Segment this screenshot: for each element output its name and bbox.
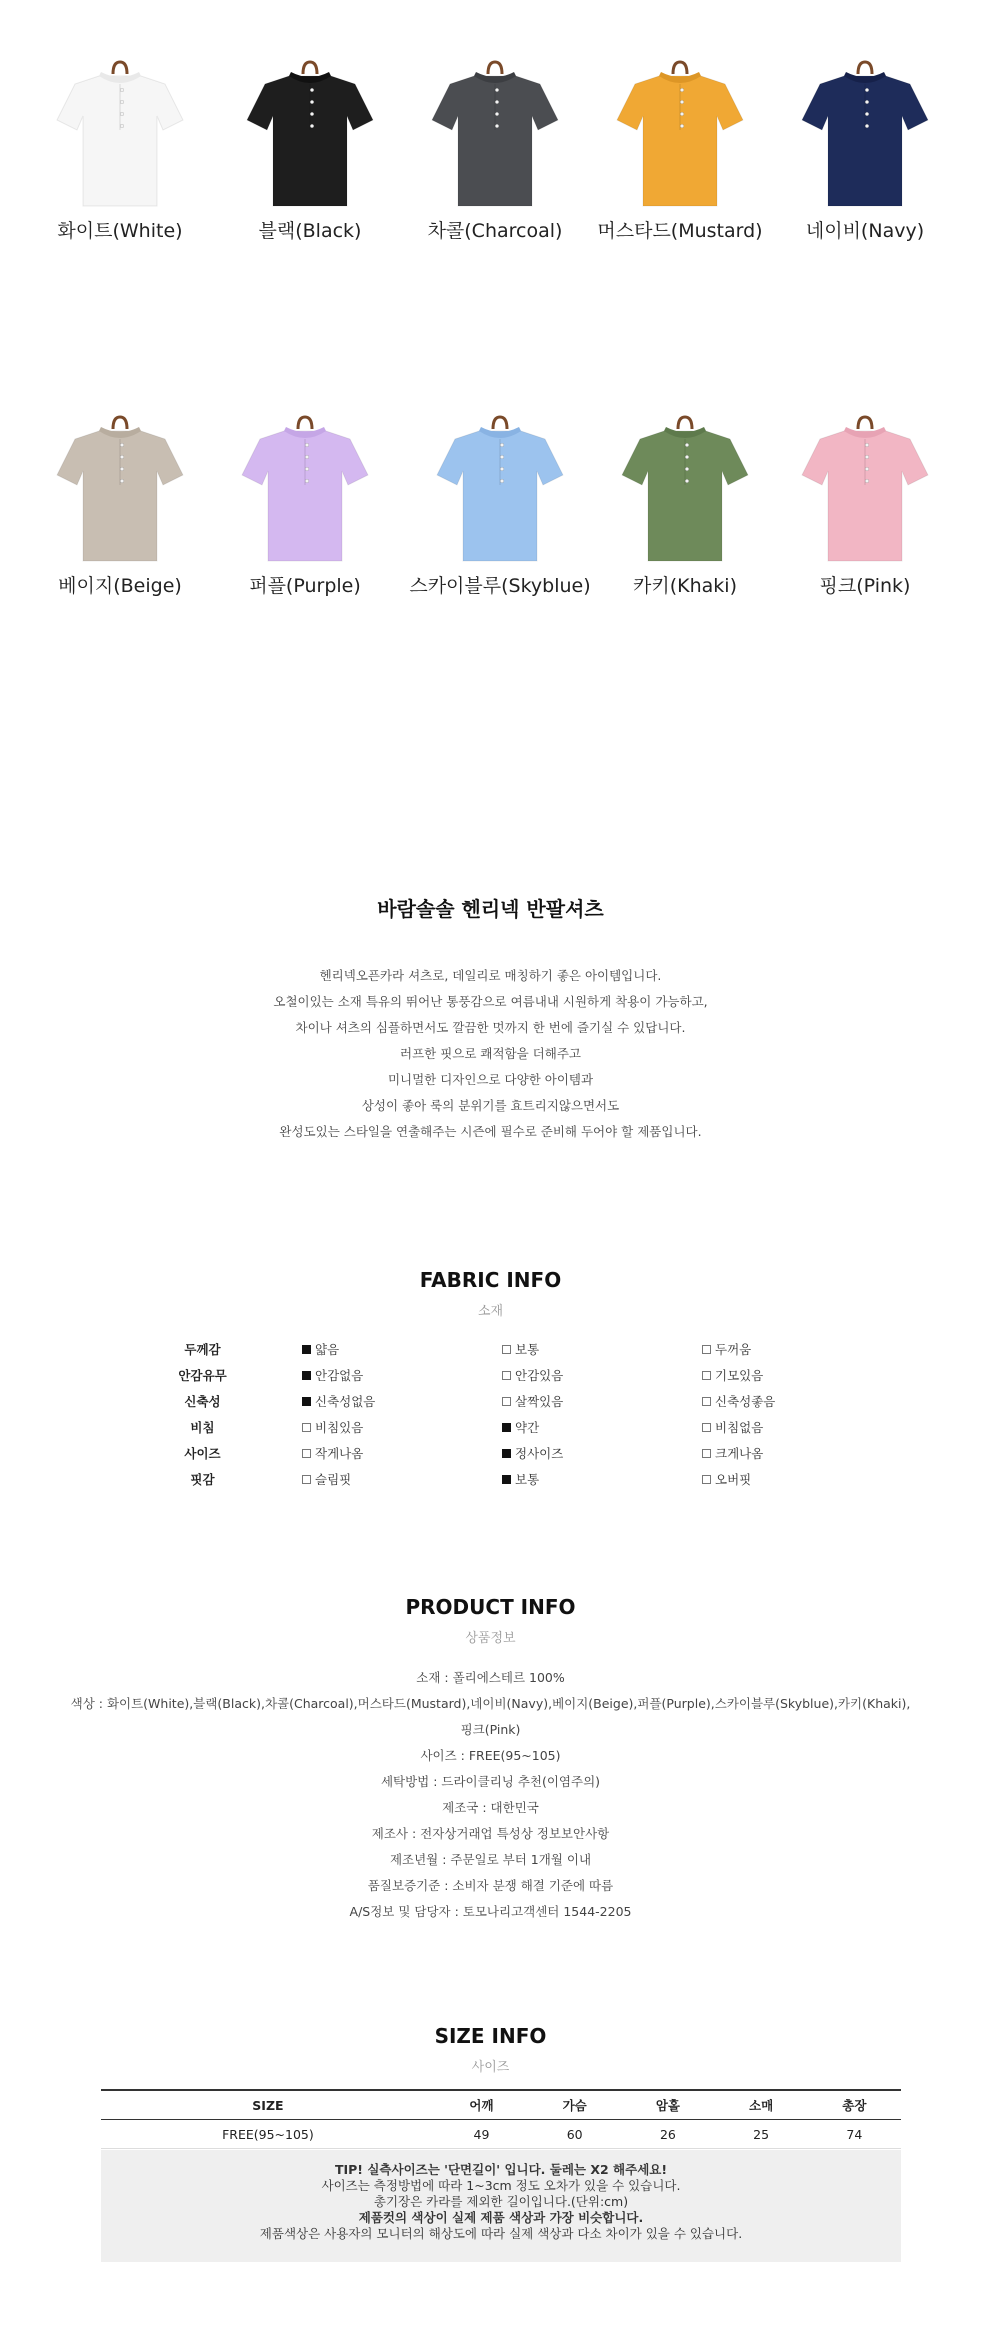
- color-option-label: 머스타드(Mustard): [597, 220, 763, 242]
- shirt-button: [500, 455, 504, 459]
- product-info-list: [60, 1665, 921, 1925]
- size-table-header-row: [101, 2090, 901, 2120]
- fabric-option: [502, 1340, 539, 1358]
- fabric-row: [150, 1392, 830, 1418]
- fabric-option-label: 슬림핏: [315, 1472, 352, 1487]
- shirt-button: [685, 443, 689, 447]
- fabric-option: [702, 1340, 751, 1358]
- description-line: 러프한 핏으로 쾌적함을 더해주고: [400, 1046, 581, 1061]
- color-option: [770, 60, 960, 243]
- shirt-button: [120, 88, 124, 92]
- size-cell: 60: [528, 2120, 621, 2149]
- hanger-hook: [113, 417, 127, 429]
- fabric-option: [302, 1392, 375, 1410]
- shirt-button: [865, 124, 869, 128]
- size-header-cell: SIZE: [101, 2090, 435, 2120]
- fabric-row: [150, 1340, 830, 1366]
- shirt-button: [310, 88, 314, 92]
- fabric-row: [150, 1418, 830, 1444]
- unchecked-box-icon: [502, 1397, 511, 1406]
- product-info-line: 제조사 : 전자상거래업 특성상 정보보안사항: [371, 1826, 610, 1841]
- shirt-navy-image: [800, 60, 930, 210]
- fabric-option: [502, 1392, 563, 1410]
- shirt-beige-image: [55, 415, 185, 565]
- fabric-option: [702, 1392, 775, 1410]
- color-option: [585, 60, 775, 243]
- shirt-button: [305, 443, 309, 447]
- size-cell: 26: [621, 2120, 714, 2149]
- checked-box-icon: [502, 1423, 511, 1432]
- unchecked-box-icon: [502, 1371, 511, 1380]
- fabric-option-label: 보통: [515, 1472, 540, 1487]
- fabric-option: [702, 1470, 751, 1488]
- size-info-subtitle: 사이즈: [471, 2060, 510, 2075]
- size-table-row: [101, 2120, 901, 2149]
- fabric-option-label: 기모있음: [715, 1368, 764, 1383]
- description-line: 완성도있는 스타일을 연출해주는 시즌에 필수로 준비해 두어야 할 제품입니다.: [279, 1124, 702, 1139]
- hanger-hook: [858, 417, 872, 429]
- shirt-button: [865, 467, 869, 471]
- shirt-button: [865, 479, 869, 483]
- color-option-label: 베이지(Beige): [58, 575, 182, 597]
- shirt-khaki-image: [620, 415, 750, 565]
- shirt-white-image: [55, 60, 185, 210]
- fabric-option-label: 신축성좋음: [715, 1394, 776, 1409]
- color-option-label: 블랙(Black): [258, 220, 362, 242]
- hanger-hook: [673, 62, 687, 74]
- color-option-label: 퍼플(Purple): [249, 575, 361, 597]
- fabric-option-label: 크게나옴: [715, 1446, 764, 1461]
- shirt-black-image: [245, 60, 375, 210]
- shirt-button: [680, 100, 684, 104]
- size-table: [101, 2089, 901, 2149]
- shirt-purple-image: [240, 415, 370, 565]
- checked-box-icon: [302, 1345, 311, 1354]
- color-option: [590, 415, 780, 598]
- unchecked-box-icon: [702, 1423, 711, 1432]
- shirt-button: [120, 479, 124, 483]
- fabric-option-label: 얇음: [315, 1342, 340, 1357]
- fabric-option-label: 안감있음: [515, 1368, 564, 1383]
- fabric-option: [702, 1418, 763, 1436]
- fabric-option-label: 두꺼움: [715, 1342, 752, 1357]
- shirt-button: [120, 455, 124, 459]
- fabric-option: [702, 1366, 763, 1384]
- fabric-row-label: 비침: [190, 1420, 215, 1435]
- shirt-button: [500, 479, 504, 483]
- fabric-info-table: [150, 1340, 830, 1496]
- color-option: [215, 60, 405, 243]
- shirt-skyblue-image: [435, 415, 565, 565]
- fabric-option-label: 오버핏: [715, 1472, 752, 1487]
- checked-box-icon: [302, 1397, 311, 1406]
- unchecked-box-icon: [702, 1449, 711, 1458]
- hanger-hook: [303, 62, 317, 74]
- product-info-title: PRODUCT INFO: [405, 1595, 576, 1619]
- size-tip-box: [101, 2150, 901, 2262]
- shirt-button: [120, 124, 124, 128]
- size-header-cell: 총장: [808, 2090, 901, 2120]
- shirt-button: [865, 100, 869, 104]
- shirt-button: [120, 112, 124, 116]
- fabric-option: [502, 1418, 539, 1436]
- unchecked-box-icon: [702, 1475, 711, 1484]
- color-option-label: 화이트(White): [57, 220, 183, 242]
- tip-line: 사이즈는 측정방법에 따라 1~3cm 정도 오차가 있을 수 있습니다.: [321, 2178, 681, 2193]
- unchecked-box-icon: [702, 1397, 711, 1406]
- fabric-option-label: 비침없음: [715, 1420, 764, 1435]
- fabric-row-label: 사이즈: [184, 1446, 221, 1461]
- product-description: [0, 963, 981, 1145]
- color-option-label: 핑크(Pink): [819, 575, 911, 597]
- description-line: 오철이있는 소재 특유의 뛰어난 통풍감으로 여름내내 시원하게 착용이 가능하고,: [273, 994, 708, 1009]
- shirt-button: [680, 124, 684, 128]
- shirt-button: [685, 455, 689, 459]
- fabric-option: [302, 1366, 363, 1384]
- color-row-1: [0, 60, 981, 320]
- tip-line: 총기장은 카라를 제외한 길이입니다.(단위:cm): [373, 2194, 629, 2209]
- size-cell: 49: [435, 2120, 528, 2149]
- fabric-option: [502, 1444, 563, 1462]
- product-info-line: 품질보증기준 : 소비자 분쟁 해결 기준에 따름: [367, 1878, 614, 1893]
- fabric-option: [302, 1418, 363, 1436]
- checked-box-icon: [502, 1449, 511, 1458]
- fabric-row: [150, 1470, 830, 1496]
- hanger-hook: [678, 417, 692, 429]
- product-info-line: 사이즈 : FREE(95~105): [420, 1748, 561, 1763]
- shirt-button: [305, 467, 309, 471]
- shirt-button: [310, 100, 314, 104]
- color-option: [400, 60, 590, 243]
- fabric-option: [502, 1470, 539, 1488]
- shirt-mustard-image: [615, 60, 745, 210]
- fabric-option-label: 작게나옴: [315, 1446, 364, 1461]
- hanger-hook: [298, 417, 312, 429]
- fabric-option-label: 살짝있음: [515, 1394, 564, 1409]
- shirt-button: [120, 443, 124, 447]
- color-option: [770, 415, 960, 598]
- fabric-row-label: 안감유무: [178, 1368, 227, 1383]
- shirt-button: [495, 124, 499, 128]
- product-info-line: 제조국 : 대한민국: [442, 1800, 539, 1815]
- description-line: 미니멀한 디자인으로 다양한 아이템과: [387, 1072, 594, 1087]
- shirt-button: [305, 455, 309, 459]
- size-header-cell: 암홀: [621, 2090, 714, 2120]
- description-line: 상성이 좋아 룩의 분위기를 효트리지않으면서도: [361, 1098, 620, 1113]
- color-option-label: 차콜(Charcoal): [427, 220, 563, 242]
- description-line: 차이나 셔츠의 심플하면서도 깔끔한 멋까지 한 번에 즐기실 수 있답니다.: [295, 1020, 686, 1035]
- shirt-button: [865, 88, 869, 92]
- fabric-row-label: 두께감: [184, 1342, 221, 1357]
- size-cell: FREE(95~105): [101, 2120, 435, 2149]
- shirt-button: [495, 100, 499, 104]
- shirt-button: [495, 112, 499, 116]
- fabric-option-label: 비침있음: [315, 1420, 364, 1435]
- fabric-option: [702, 1444, 763, 1462]
- unchecked-box-icon: [702, 1371, 711, 1380]
- product-info-line: 소재 : 폴리에스테르 100%: [416, 1670, 565, 1685]
- color-option: [25, 60, 215, 243]
- shirt-button: [305, 479, 309, 483]
- fabric-row: [150, 1444, 830, 1470]
- color-option: [25, 415, 215, 598]
- fabric-info-title: FABRIC INFO: [419, 1268, 562, 1292]
- shirt-button: [865, 455, 869, 459]
- product-info-subtitle: 상품정보: [465, 1631, 516, 1646]
- unchecked-box-icon: [302, 1423, 311, 1432]
- color-option-label: 네이비(Navy): [805, 220, 925, 242]
- product-info-line: A/S정보 및 담당자 : 토모나리고객센터 1544-2205: [349, 1904, 632, 1919]
- shirt-button: [685, 467, 689, 471]
- unchecked-box-icon: [702, 1345, 711, 1354]
- fabric-option-label: 신축성없음: [315, 1394, 376, 1409]
- fabric-option-label: 안감없음: [315, 1368, 364, 1383]
- color-option-label: 카키(Khaki): [633, 575, 737, 597]
- shirt-button: [120, 100, 124, 104]
- product-info-line: 세탁방법 : 드라이클리닝 추천(이염주의): [380, 1774, 601, 1789]
- size-header-cell: 소매: [715, 2090, 808, 2120]
- size-cell: 25: [715, 2120, 808, 2149]
- fabric-option: [302, 1444, 363, 1462]
- description-line: 헨리넥오픈카라 셔츠로, 데일리로 매칭하기 좋은 아이템입니다.: [319, 968, 662, 983]
- shirt-button: [495, 88, 499, 92]
- tip-line: 제품색상은 사용자의 모니터의 해상도에 따라 실제 색상과 다소 차이가 있을 수 있습니다.: [259, 2226, 743, 2241]
- hanger-hook: [113, 62, 127, 74]
- unchecked-box-icon: [302, 1449, 311, 1458]
- product-info-line: 색상 : 화이트(White),블랙(Black),차콜(Charcoal),머스타드(Mustard),네이비(Navy),베이지(Beige),퍼플(Purple),스카이블루(Skyblue),카키(Khaki),: [70, 1696, 911, 1711]
- size-cell: 74: [808, 2120, 901, 2149]
- product-info-line: 핑크(Pink): [460, 1722, 521, 1737]
- fabric-option: [502, 1366, 563, 1384]
- hanger-hook: [493, 417, 507, 429]
- fabric-option-label: 보통: [515, 1342, 540, 1357]
- color-row-2: [0, 415, 981, 675]
- fabric-row: [150, 1366, 830, 1392]
- shirt-pink-image: [800, 415, 930, 565]
- color-option: [405, 415, 595, 598]
- unchecked-box-icon: [502, 1345, 511, 1354]
- shirt-button: [310, 112, 314, 116]
- product-title: 바람솔솔 헨리넥 반팔셔츠: [377, 897, 604, 921]
- size-header-cell: 어깨: [435, 2090, 528, 2120]
- shirt-button: [865, 112, 869, 116]
- fabric-option: [302, 1340, 339, 1358]
- tip-line: 제품컷의 색상이 실제 제품 색상과 가장 비슷합니다.: [358, 2210, 644, 2225]
- tip-line: TIP! 실측사이즈는 '단면길이' 입니다. 둘레는 X2 해주세요!: [334, 2162, 668, 2177]
- size-info-title: SIZE INFO: [434, 2024, 547, 2048]
- fabric-option: [302, 1470, 351, 1488]
- unchecked-box-icon: [302, 1475, 311, 1484]
- hanger-hook: [488, 62, 502, 74]
- shirt-button: [500, 467, 504, 471]
- fabric-info-subtitle: 소재: [477, 1304, 504, 1319]
- product-info-line: 제조년월 : 주문일로 부터 1개월 이내: [389, 1852, 592, 1867]
- fabric-row-label: 신축성: [184, 1394, 221, 1409]
- fabric-option-label: 약간: [515, 1420, 540, 1435]
- shirt-button: [680, 112, 684, 116]
- checked-box-icon: [302, 1371, 311, 1380]
- shirt-button: [685, 479, 689, 483]
- fabric-option-label: 정사이즈: [515, 1446, 564, 1461]
- fabric-row-label: 핏감: [190, 1472, 215, 1487]
- shirt-button: [865, 443, 869, 447]
- checked-box-icon: [502, 1475, 511, 1484]
- shirt-button: [680, 88, 684, 92]
- color-option-label: 스카이블루(Skyblue): [409, 575, 591, 597]
- shirt-button: [310, 124, 314, 128]
- shirt-button: [500, 443, 504, 447]
- shirt-button: [120, 467, 124, 471]
- shirt-charcoal-image: [430, 60, 560, 210]
- hanger-hook: [858, 62, 872, 74]
- size-header-cell: 가슴: [528, 2090, 621, 2120]
- color-option: [210, 415, 400, 598]
